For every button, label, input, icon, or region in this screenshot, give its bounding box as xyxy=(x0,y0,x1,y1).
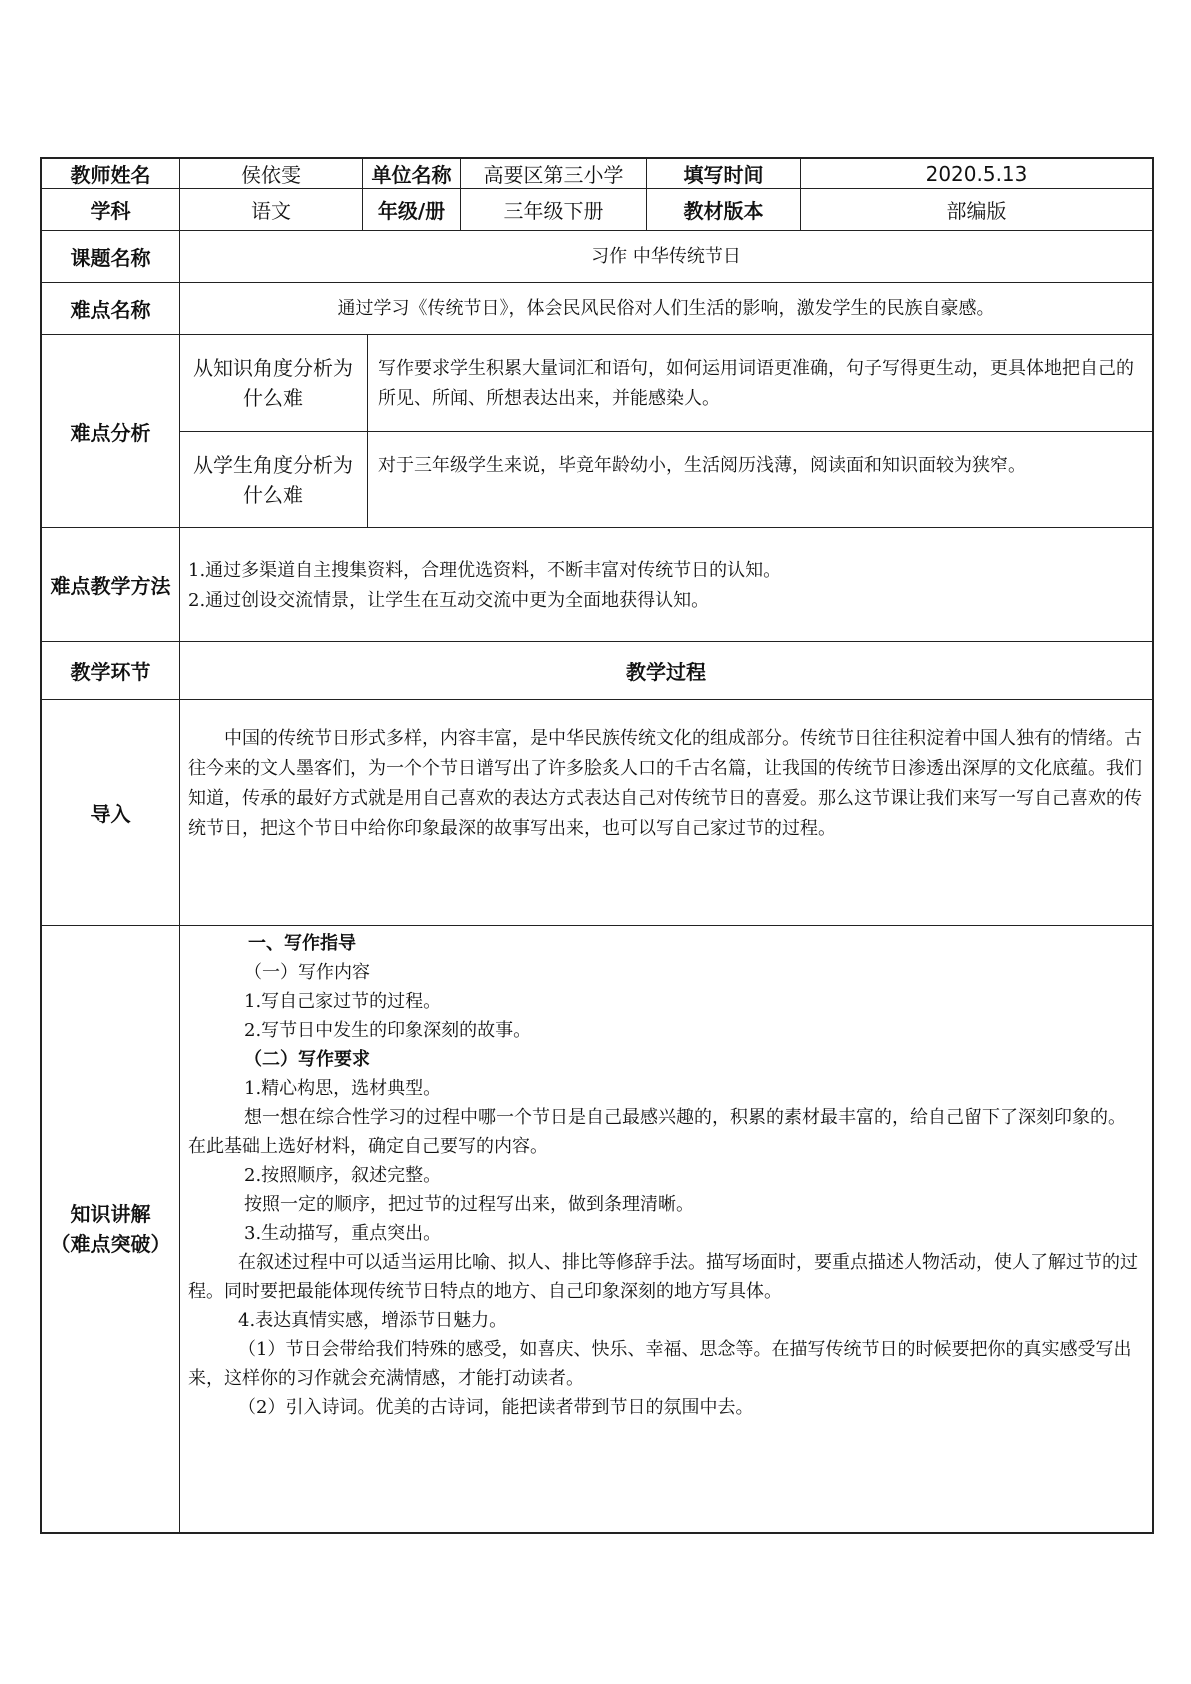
textbook-version-value: 部编版 xyxy=(946,199,1007,223)
grade-label: 年级/册 xyxy=(377,199,446,223)
row-divider xyxy=(42,527,1152,528)
knowledge-label-line1: 知识讲解 xyxy=(70,1202,151,1226)
teacher-name-label: 教师姓名 xyxy=(70,163,151,187)
section-heading: 一、写作指导 xyxy=(248,933,356,954)
requirement-title: 2.按照顺序，叙述完整。 xyxy=(244,1165,442,1186)
requirement-title: 1.精心构思，选材典型。 xyxy=(244,1078,442,1099)
method-list xyxy=(188,556,1143,616)
topic-value: 习作 中华传统节日 xyxy=(591,245,741,267)
teacher-name-value: 侯依雯 xyxy=(241,163,301,187)
requirement-text: 按照一定的顺序，把过节的过程写出来，做到条理清晰。 xyxy=(244,1194,694,1215)
teaching-step-header: 教学环节 xyxy=(70,660,151,684)
textbook-version-label: 教材版本 xyxy=(683,199,764,223)
topic-label: 课题名称 xyxy=(70,246,151,270)
difficulty-value: 通过学习《传统节日》，体会民风民俗对人们生活的影响，激发学生的民族自豪感。 xyxy=(337,297,995,319)
requirement-title: 4.表达真情实感，增添节日魅力。 xyxy=(238,1310,508,1331)
fill-date-value: 2020.5.13 xyxy=(925,161,1028,186)
knowledge-label xyxy=(42,926,179,1532)
school-label: 单位名称 xyxy=(371,163,452,187)
knowledge-label-line2: （难点突破） xyxy=(50,1232,171,1256)
method-item: 1.通过多渠道自主搜集资料，合理优选资料，不断丰富对传统节日的认知。 xyxy=(188,560,782,581)
content-item: 2.写节日中发生的印象深刻的故事。 xyxy=(244,1020,532,1041)
requirement-text: 想一想在综合性学习的过程中哪一个节日是自己最感兴趣的，积累的素材最丰富的，给自己留下了深刻印象的。在此基础上选好材料，确定自己要写的内容。 xyxy=(188,1107,1126,1157)
intro-text: 中国的传统节日形式多样，内容丰富，是中华民族传统文化的组成部分。传统节日往往积淀着中国人独有的情绪。古往今来的文人墨客们，为一个个节日谱写出了许多脍炙人口的千古名篇，让我国的传统节日渗透出深厚的文化底蕴。我们知道，传承的最好方式就是用自己喜欢的表达方式表达自己对传统节日的喜爱。那么这节课让我们来写一写自己喜欢的传统节日，把这个节日中给你印象最深的故事写出来，也可以写自己家过节的过程。 xyxy=(188,728,1142,839)
col-divider xyxy=(179,159,180,1532)
content-item: 1.写自己家过节的过程。 xyxy=(244,991,442,1012)
knowledge-angle-text: 写作要求学生积累大量词汇和语句，如何运用词语更准确，句子写得更生动，更具体地把自己的所见、所闻、所想表达出来，并能感染人。 xyxy=(378,358,1134,409)
col-divider xyxy=(367,334,368,527)
lesson-plan-table xyxy=(40,157,1154,1534)
difficulty-label: 难点名称 xyxy=(70,298,151,322)
method-label: 难点教学方法 xyxy=(50,574,171,598)
teaching-process-header: 教学过程 xyxy=(626,660,706,684)
fill-date-label: 填写时间 xyxy=(683,163,764,187)
intro-label: 导入 xyxy=(90,802,131,826)
row-divider xyxy=(42,699,1152,700)
subject-label: 学科 xyxy=(90,199,131,223)
subsection-heading: （二）写作要求 xyxy=(244,1049,370,1070)
subject-value: 语文 xyxy=(251,199,291,223)
subsection-heading: （一）写作内容 xyxy=(244,962,370,983)
school-value: 高要区第三小学 xyxy=(483,163,624,187)
student-angle-text: 对于三年级学生来说，毕竟年龄幼小，生活阅历浅薄，阅读面和知识面较为狭窄。 xyxy=(378,455,1026,476)
row-divider xyxy=(42,925,1152,926)
requirement-text: （2）引入诗词。优美的古诗词，能把读者带到节日的氛围中去。 xyxy=(238,1397,754,1418)
requirement-title: 3.生动描写，重点突出。 xyxy=(244,1223,442,1244)
knowledge-angle-label: 从知识角度分析为什么难 xyxy=(193,356,353,410)
analysis-label: 难点分析 xyxy=(70,420,151,445)
requirement-text: 在叙述过程中可以适当运用比喻、拟人、排比等修辞手法。描写场面时，要重点描述人物活动，使人了解过节的过程。同时要把最能体现传统节日特点的地方、自己印象深刻的地方写具体。 xyxy=(188,1252,1138,1302)
method-item: 2.通过创设交流情景，让学生在互动交流中更为全面地获得认知。 xyxy=(188,590,710,611)
requirement-text: （1）节日会带给我们特殊的感受，如喜庆、快乐、幸福、思念等。在描写传统节日的时候要把你的真实感受写出来，这样你的习作就会充满情感，才能打动读者。 xyxy=(188,1339,1132,1389)
grade-value: 三年级下册 xyxy=(503,199,604,223)
knowledge-content xyxy=(188,929,1143,1422)
student-angle-label: 从学生角度分析为什么难 xyxy=(193,452,353,507)
